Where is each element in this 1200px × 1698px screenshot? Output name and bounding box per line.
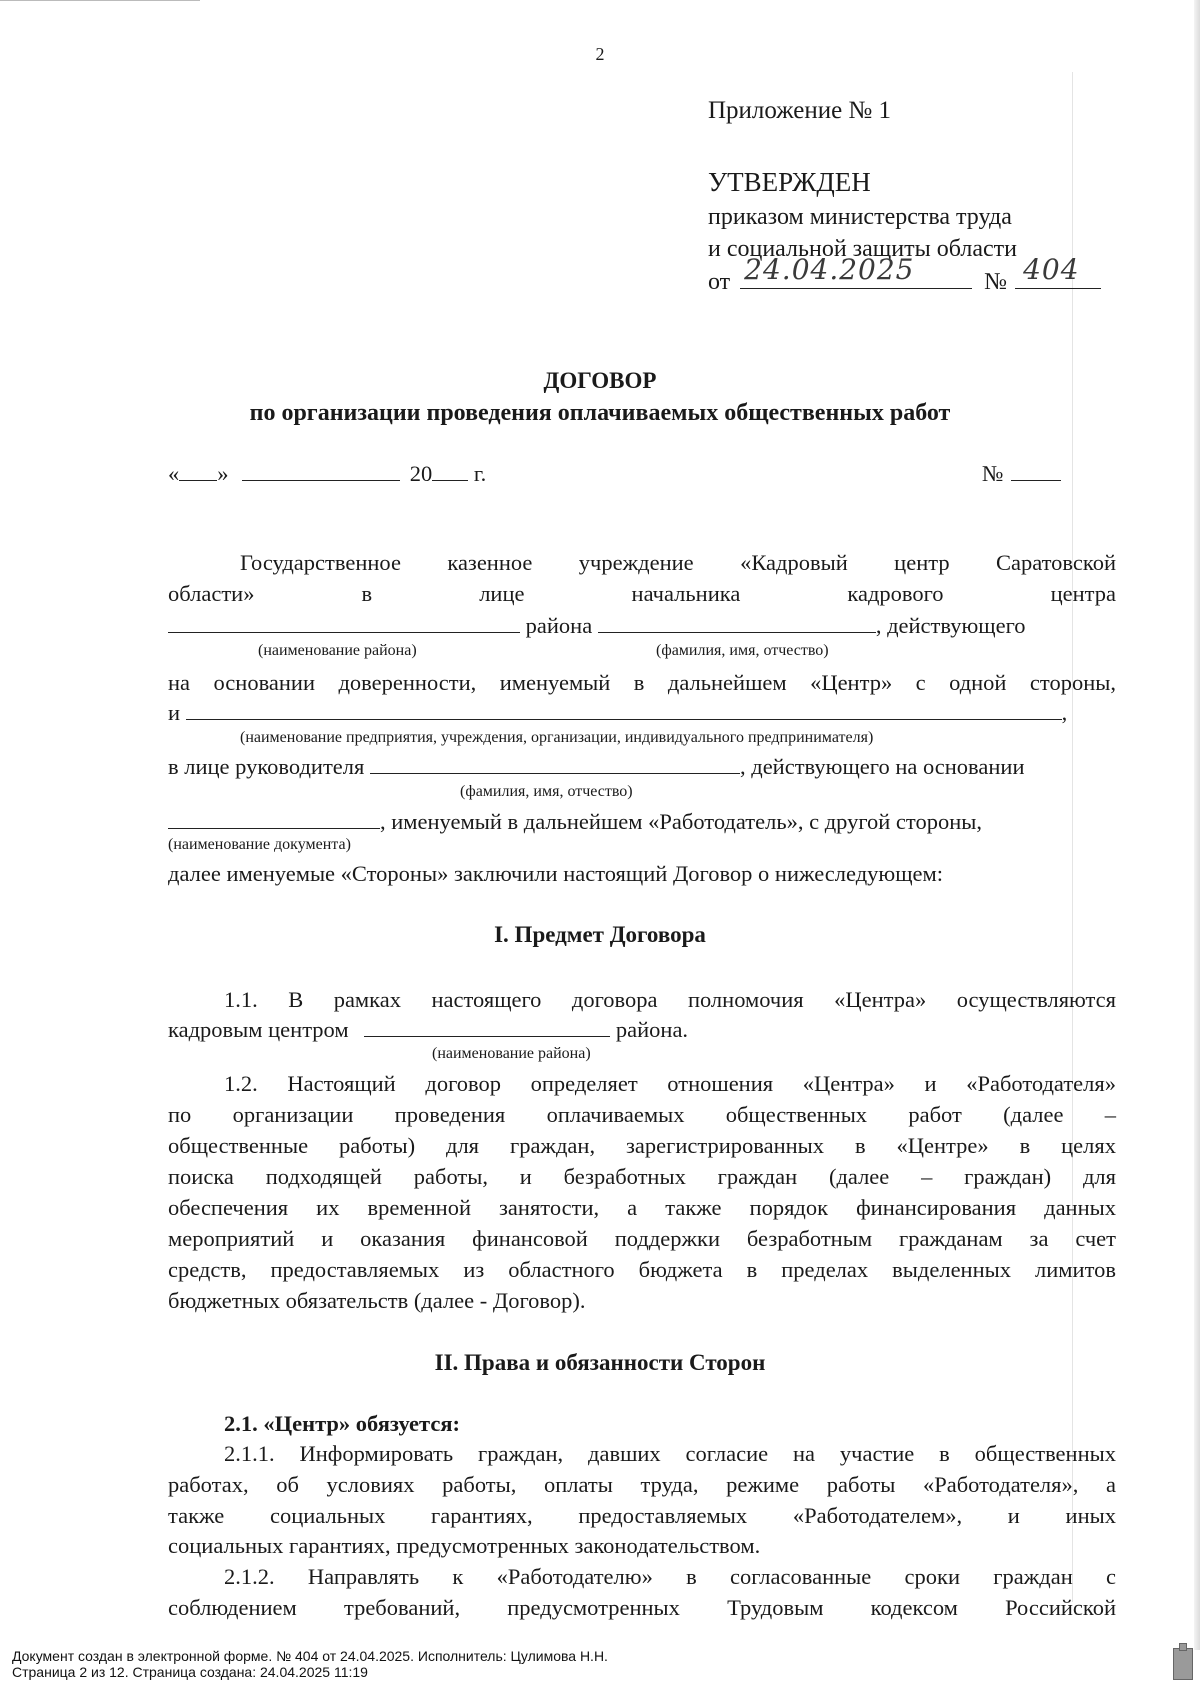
caption-document-name: (наименование документа) — [168, 836, 351, 853]
clause-2-1-1-line-4: социальных гарантиях, предусмотренных законодательством. — [168, 1533, 761, 1558]
document-subtitle: по организации проведения оплачиваемых общественных работ — [249, 400, 951, 426]
contract-date-row: « » 20 г. — [168, 458, 486, 489]
clause-2-1-1-line-2: работах, об условиях работы, оплаты труда, режиме работы «Работодателя», а — [168, 1472, 1116, 1497]
order-line-2: и социальной защиты области — [708, 236, 1017, 262]
section-2-heading: II. Права и обязанности Сторон — [434, 1350, 766, 1375]
district-name-field — [168, 610, 520, 633]
clause-1-2-line-7: средств, предоставляемых из областного бюджета в пределах выделенных лимитов — [168, 1257, 1116, 1282]
head-fio-field — [598, 610, 876, 633]
section-1-heading: I. Предмет Договора — [494, 922, 706, 947]
clause-1-2-line-3: общественные работы) для граждан, зарегистрированных в «Центре» в целях — [168, 1133, 1116, 1158]
caption-fio: (фамилия, имя, отчество) — [656, 642, 829, 659]
order-from-label: от — [708, 269, 731, 295]
caption-district-name: (наименование района) — [258, 642, 417, 659]
clause-2-1-2-line-2: соблюдением требований, предусмотренных Трудовым кодексом Российской — [168, 1595, 1116, 1620]
preamble-line-3: района , действующего — [168, 610, 1026, 641]
scan-right-border — [1194, 0, 1200, 1650]
order-number-field — [1015, 253, 1101, 289]
director-fio-field — [370, 751, 740, 774]
clause-1-2-line-5: обеспечения их временной занятости, а также порядок финансирования данных — [168, 1195, 1116, 1220]
caption-employer-name: (наименование предприятия, учреждения, организации, индивидуального предпринимателя) — [240, 729, 874, 746]
clause-1-2-line-2: по организации проведения оплачиваемых общественных работ (далее – — [168, 1102, 1116, 1127]
handwritten-date: 24.04.2025 — [744, 253, 915, 286]
clause-1-2-line-6: мероприятий и оказания финансовой поддержки безработным гражданам за счет — [168, 1226, 1116, 1251]
appendix-label: Приложение № 1 — [708, 97, 892, 124]
clause-2-1-1-line-1: 2.1.1. Информировать граждан, давших согласие на участие в общественных — [224, 1441, 1116, 1466]
order-date-line — [708, 253, 1101, 298]
handwritten-number: 404 — [1023, 253, 1080, 286]
preamble-line-5: и , — [168, 697, 1067, 728]
day-field — [179, 458, 217, 481]
clause-1-1-line-2: кадровым центром района. — [168, 1014, 688, 1045]
basis-document-field — [168, 806, 380, 829]
coat-of-arms-icon — [1173, 1648, 1193, 1680]
approved-label: УТВЕРЖДЕН — [708, 167, 871, 197]
page-number: 2 — [595, 44, 605, 64]
clause-1-2-line-1: 1.2. Настоящий договор определяет отношения «Центра» и «Работодателя» — [224, 1071, 1116, 1096]
clause-1-1-line-1: 1.1. В рамках настоящего договора полномочия «Центра» осуществляются — [224, 987, 1116, 1012]
preamble-line-6: в лице руководителя , действующего на основании — [168, 751, 1025, 782]
clause-1-2-line-4: поиска подходящей работы, и безработных граждан (далее – граждан) для — [168, 1164, 1116, 1189]
preamble-line-8: далее именуемые «Стороны» заключили настоящий Договор о нижеследующем: — [168, 861, 944, 886]
clause-2-1-2-line-1: 2.1.2. Направлять к «Работодателю» в согласованные сроки граждан с — [224, 1564, 1116, 1589]
preamble-line-7: , именуемый в дальнейшем «Работодатель», с другой стороны, — [168, 806, 982, 837]
document-footer — [12, 1648, 608, 1680]
preamble-line-2: области» в лице начальника кадрового центра — [168, 581, 1116, 606]
preamble-line-4: на основании доверенности, именуемый в дальнейшем «Центр» с одной стороны, — [168, 670, 1116, 695]
month-field — [242, 458, 400, 481]
order-date-field — [740, 253, 972, 289]
caption-director-fio: (фамилия, имя, отчество) — [460, 783, 633, 800]
order-no-label: № — [984, 269, 1008, 295]
contract-number-row: № — [982, 458, 1061, 489]
contract-number-field — [1011, 458, 1061, 481]
clause-2-1-heading: 2.1. «Центр» обязуется: — [224, 1411, 460, 1436]
order-line-1: приказом министерства труда — [708, 204, 1012, 230]
employer-name-field — [186, 697, 1062, 720]
footer-line-2: Страница 2 из 12. Страница создана: 24.04.2025 11:19 — [12, 1664, 368, 1680]
clause-1-2-line-8: бюджетных обязательств (далее - Договор). — [168, 1288, 586, 1313]
footer-line-1: Документ создан в электронной форме. № 404 от 24.04.2025. Исполнитель: Цулимова Н.Н. — [12, 1648, 608, 1664]
preamble-line-1: Государственное казенное учреждение «Кадровый центр Саратовской — [240, 550, 1116, 575]
document-title: ДОГОВОР — [543, 368, 657, 393]
district-center-field — [364, 1014, 610, 1037]
year-field — [432, 458, 468, 481]
scan-edge-line — [0, 0, 200, 1]
clause-2-1-1-line-3: также социальных гарантиях, предоставляемых «Работодателем», и иных — [168, 1503, 1116, 1528]
caption-district-center: (наименование района) — [432, 1045, 591, 1062]
